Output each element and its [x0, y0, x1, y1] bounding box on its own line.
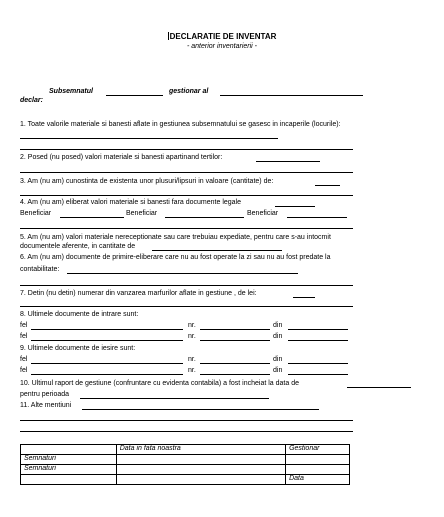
item-2-line[interactable] [256, 161, 320, 162]
gestionar-signature-cell[interactable] [286, 465, 350, 475]
item-3-text: 3. Am (nu am) cunostinta de existenta unor plusuri/lipsuri in valoare (cantitate) de: [20, 178, 274, 185]
gestionar-signature-cell[interactable] [286, 455, 350, 465]
item-8-nr-line[interactable] [200, 329, 270, 330]
signature-table [20, 444, 350, 485]
date-header-cell: Data in fata noastra [116, 445, 285, 455]
table-cell [116, 475, 285, 485]
item-2-line-2[interactable] [20, 172, 353, 173]
item-10-date-line[interactable] [347, 387, 411, 388]
item-3-line[interactable] [315, 185, 340, 186]
gestionar-label: gestionar al [169, 88, 209, 95]
item-6-text-2: contabilitate: [20, 266, 60, 273]
item-9-fel-line-2[interactable] [31, 374, 183, 375]
subsemnatul-label: Subsemnatul [49, 88, 93, 95]
item-7-line[interactable] [293, 297, 315, 298]
item-8-nr-label-2: nr. [188, 333, 196, 340]
item-11-line-1[interactable] [82, 409, 319, 410]
item-8-fel-label: fel [20, 322, 28, 329]
item-3-line-2[interactable] [20, 195, 353, 196]
item-4-line-2[interactable] [20, 228, 353, 229]
beneficiar-line-2[interactable] [165, 217, 244, 218]
table-row [21, 455, 350, 465]
item-8-din-line[interactable] [288, 329, 348, 330]
item-11-line-3[interactable] [20, 431, 353, 432]
item-7-line-2[interactable] [20, 306, 353, 307]
item-8-nr-label: nr. [188, 322, 196, 329]
table-row [21, 475, 350, 485]
item-5-line[interactable] [152, 250, 282, 251]
item-5-text: 5. Am (nu am) valori materiale nereceptionate sau care trebuiau expediate, pentru care s-au intocmit [20, 234, 331, 241]
item-6-text: 6. Am (nu am) documente de primire-eliberare care nu au fost operate la zi sau nu au fost predate la [20, 254, 331, 261]
beneficiar-label-3: Beneficiar [247, 210, 279, 217]
item-1-line-1[interactable] [20, 138, 278, 139]
item-9-fel-line[interactable] [31, 363, 183, 364]
item-5-text-2: documentele aferente, in cantitate de [20, 243, 136, 250]
item-9-din-label-2: din [273, 367, 283, 374]
item-11-line-2[interactable] [20, 420, 353, 421]
item-8-din-line-2[interactable] [288, 340, 348, 341]
table-row [21, 465, 350, 475]
semnaturi-label-cell: Semnaturi [21, 465, 117, 475]
beneficiar-label-2: Beneficiar [126, 210, 158, 217]
item-6-line[interactable] [67, 273, 298, 274]
item-9-din-line-2[interactable] [288, 374, 348, 375]
beneficiar-line-1[interactable] [60, 217, 124, 218]
item-4-line[interactable] [275, 206, 315, 207]
text-cursor [168, 32, 169, 40]
item-4-text: 4. Am (nu am) eliberat valori materiale si banesti fara documente legale [20, 199, 241, 206]
gestionar-header-cell: Gestionar [286, 445, 350, 455]
data-label-cell: Data [286, 475, 350, 485]
item-11-text: 11. Alte mentiuni [20, 402, 72, 409]
item-9-nr-label-2: nr. [188, 367, 196, 374]
document-title: DECLARATIE DE INVENTAR [169, 32, 277, 41]
item-8-fel-label-2: fel [20, 333, 28, 340]
item-1-line-2[interactable] [20, 149, 353, 150]
document-subtitle: - anterior inventarierii - [186, 43, 258, 50]
name-field-line[interactable] [106, 95, 163, 96]
item-8-text: 8. Ultimele documente de intrare sunt: [20, 311, 139, 318]
item-8-din-label: din [273, 322, 283, 329]
beneficiar-line-3[interactable] [287, 217, 347, 218]
item-8-din-label-2: din [273, 333, 283, 340]
item-8-fel-line-2[interactable] [31, 340, 183, 341]
signature-cell[interactable] [116, 465, 285, 475]
item-9-fel-label: fel [20, 356, 28, 363]
item-9-fel-label-2: fel [20, 367, 28, 374]
semnaturi-label-cell: Semnaturi [21, 455, 117, 465]
item-9-din-line[interactable] [288, 363, 348, 364]
table-cell [21, 475, 117, 485]
item-9-nr-label: nr. [188, 356, 196, 363]
table-row [21, 445, 350, 455]
item-10-text: 10. Ultimul raport de gestiune (confruntare cu evidenta contabila) a fost incheiat la data de [20, 380, 299, 387]
item-10-text-2: pentru perioada [20, 391, 70, 398]
item-1-text: 1. Toate valorile materiale si banesti aflate in gestiunea subsemnatului se gasesc in incaperile (locurile): [20, 121, 341, 128]
item-9-din-label: din [273, 356, 283, 363]
signature-cell[interactable] [116, 455, 285, 465]
item-6-line-2[interactable] [20, 285, 353, 286]
item-2-text: 2. Posed (nu posed) valori materiale si banesti apartinand tertilor: [20, 154, 223, 161]
table-cell [21, 445, 117, 455]
item-9-text: 9. Ultimele documente de iesire sunt: [20, 345, 136, 352]
item-10-period-line[interactable] [80, 398, 269, 399]
item-9-nr-line[interactable] [200, 363, 270, 364]
beneficiar-label-1: Beneficiar [20, 210, 52, 217]
item-9-nr-line-2[interactable] [200, 374, 270, 375]
item-8-fel-line[interactable] [31, 329, 183, 330]
item-7-text: 7. Detin (nu detin) numerar din vanzarea marfurilor aflate in gestiune , de lei: [20, 290, 257, 297]
declar-label: declar: [20, 97, 43, 104]
gestiune-field-line[interactable] [220, 95, 363, 96]
item-8-nr-line-2[interactable] [200, 340, 270, 341]
